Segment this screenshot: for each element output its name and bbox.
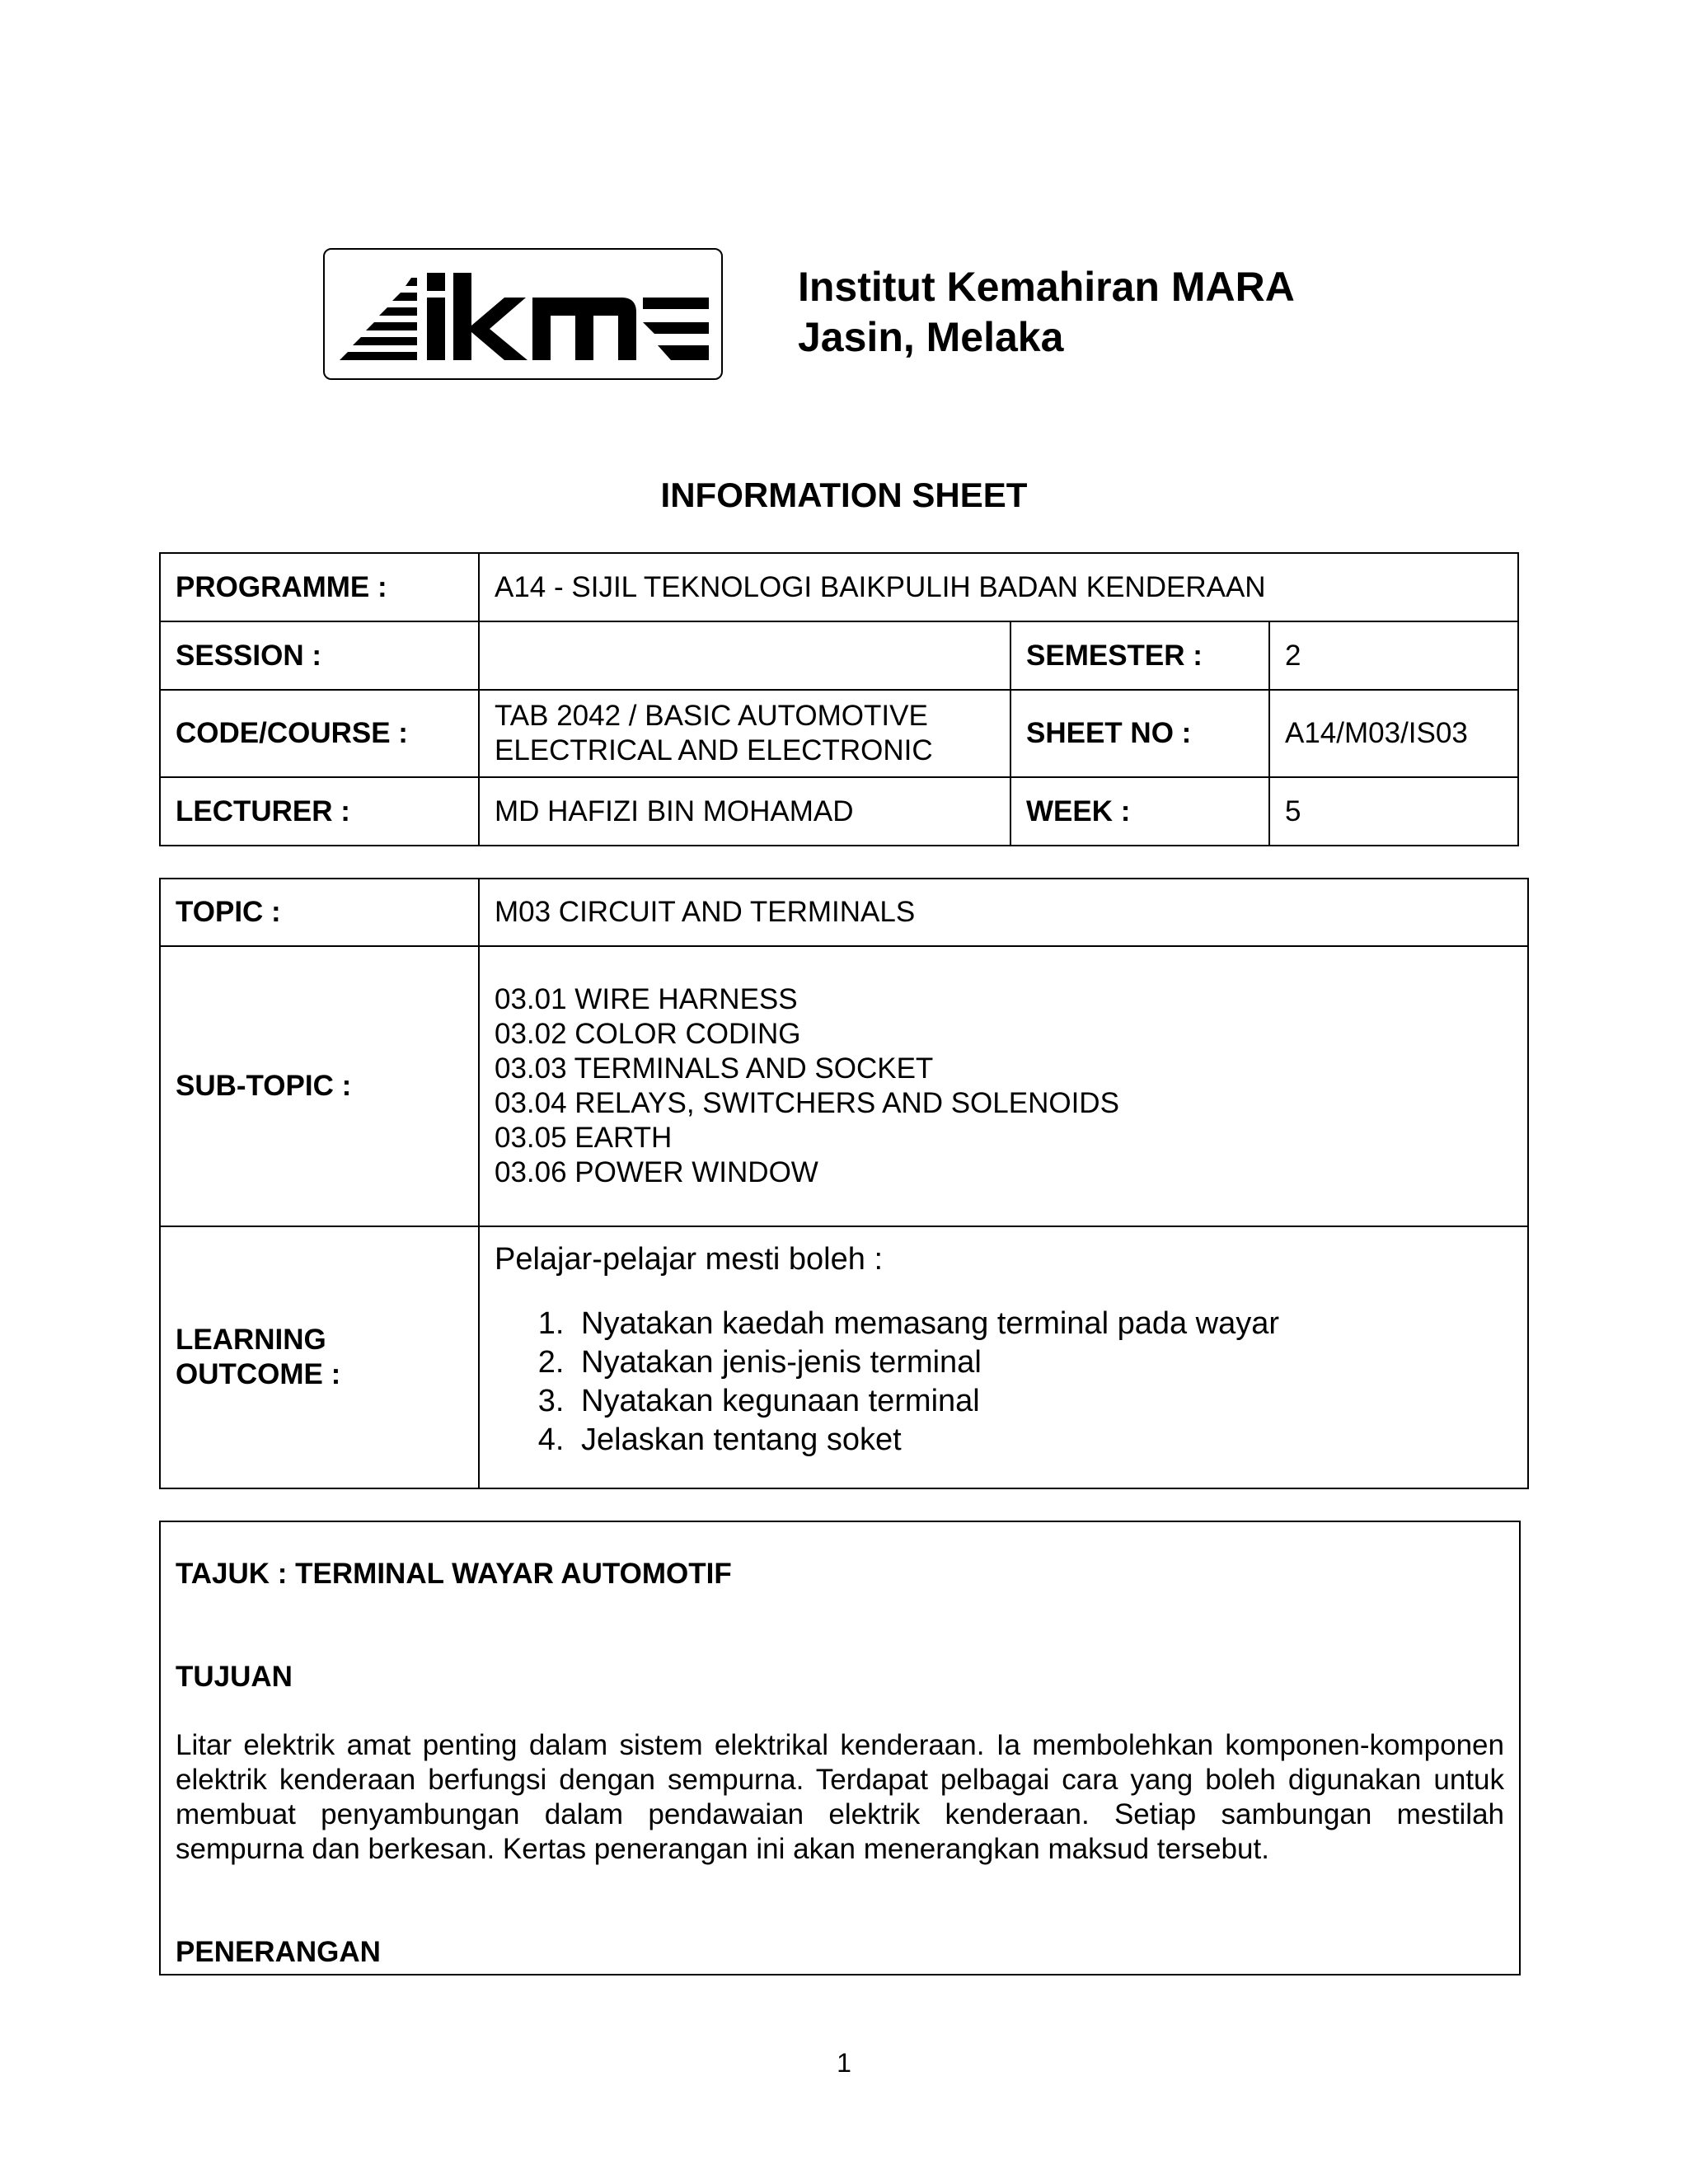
topic-value: M03 CIRCUIT AND TERMINALS: [479, 879, 1528, 946]
sheet-value: A14/M03/IS03: [1269, 690, 1518, 777]
list-item: 03.03 TERMINALS AND SOCKET: [495, 1052, 934, 1085]
subtopic-list: [495, 982, 1512, 1190]
list-item: 03.04 RELAYS, SWITCHERS AND SOLENOIDS: [495, 1087, 1119, 1119]
subtopic-row: [160, 946, 1528, 1226]
subtopic-label: SUB-TOPIC :: [160, 946, 479, 1226]
outcome-label-line-2: OUTCOME :: [176, 1358, 341, 1390]
outcome-label: [160, 1226, 479, 1488]
topic-label: TOPIC :: [160, 879, 479, 946]
code-row: [160, 690, 1518, 777]
institute-line-1: Institut Kemahiran MARA: [798, 264, 1295, 310]
programme-value: A14 - SIJIL TEKNOLOGI BAIKPULIH BADAN KENDERAAN: [479, 553, 1518, 621]
page-title: INFORMATION SHEET: [660, 476, 1028, 514]
sheet-label: SHEET NO :: [1010, 690, 1269, 777]
list-item: 2. Nyatakan jenis-jenis terminal: [573, 1343, 1512, 1382]
lecturer-value: MD HAFIZI BIN MOHAMAD: [479, 777, 1010, 846]
code-value-line-1: TAB 2042 / BASIC AUTOMOTIVE: [495, 700, 928, 732]
programme-row: [160, 553, 1518, 621]
lecturer-row: [160, 777, 1518, 846]
institute-name: [798, 262, 1295, 363]
list-item: 3. Nyatakan kegunaan terminal: [573, 1382, 1512, 1421]
code-value-line-2: ELECTRICAL AND ELECTRONIC: [495, 734, 933, 766]
penerangan-heading: PENERANGAN: [176, 1936, 381, 1968]
list-item: 03.05 EARTH: [495, 1122, 673, 1154]
code-label: CODE/COURSE :: [160, 690, 479, 777]
lecturer-label: LECTURER :: [160, 777, 479, 846]
outcome-row: [160, 1226, 1528, 1488]
topic-table: [159, 878, 1529, 1489]
semester-value: 2: [1269, 621, 1518, 690]
topic-row: [160, 879, 1528, 946]
institute-line-2: Jasin, Melaka: [798, 314, 1064, 360]
session-label: SESSION :: [160, 621, 479, 690]
tujuan-paragraph: Litar elektrik amat penting dalam sistem elektrikal kenderaan. Ia membolehkan komponen-komponen elektrik kenderaan berfungsi dengan sempurna. Terdapat pelbagai cara yang boleh digunakan untuk membuat penyambungan dalam pendawaian elektrik kenderaan. Setiap sambungan mestilah sempurna dan berkesan. Kertas penerangan ini akan menerangkan maksud tersebut.: [176, 1729, 1504, 1865]
tujuan-heading: TUJUAN: [176, 1661, 293, 1693]
ikm-logo-mark: [325, 250, 721, 378]
outcome-list: [495, 1305, 1512, 1460]
list-item: 4. Jelaskan tentang soket: [573, 1421, 1512, 1460]
list-item: 03.02 COLOR CODING: [495, 1018, 801, 1050]
week-value: 5: [1269, 777, 1518, 846]
ikm-logo: [323, 248, 723, 380]
session-value: [479, 621, 1010, 690]
list-item: 03.01 WIRE HARNESS: [495, 983, 798, 1015]
list-item: 03.06 POWER WINDOW: [495, 1156, 818, 1188]
list-item: 1. Nyatakan kaedah memasang terminal pada wayar: [573, 1305, 1512, 1343]
code-value: [479, 690, 1010, 777]
subtopic-cell: [479, 946, 1528, 1226]
week-label: WEEK :: [1010, 777, 1269, 846]
session-row: [160, 621, 1518, 690]
page-number: 1: [837, 2048, 851, 2078]
content-box: [159, 1521, 1521, 1975]
info-table: [159, 552, 1519, 846]
outcome-label-line-1: LEARNING: [176, 1324, 326, 1356]
tajuk-heading: TAJUK : TERMINAL WAYAR AUTOMOTIF: [176, 1558, 732, 1590]
semester-label: SEMESTER :: [1010, 621, 1269, 690]
outcome-cell: [479, 1226, 1528, 1488]
programme-label: PROGRAMME :: [160, 553, 479, 621]
outcome-intro: Pelajar-pelajar mesti boleh :: [495, 1242, 884, 1277]
